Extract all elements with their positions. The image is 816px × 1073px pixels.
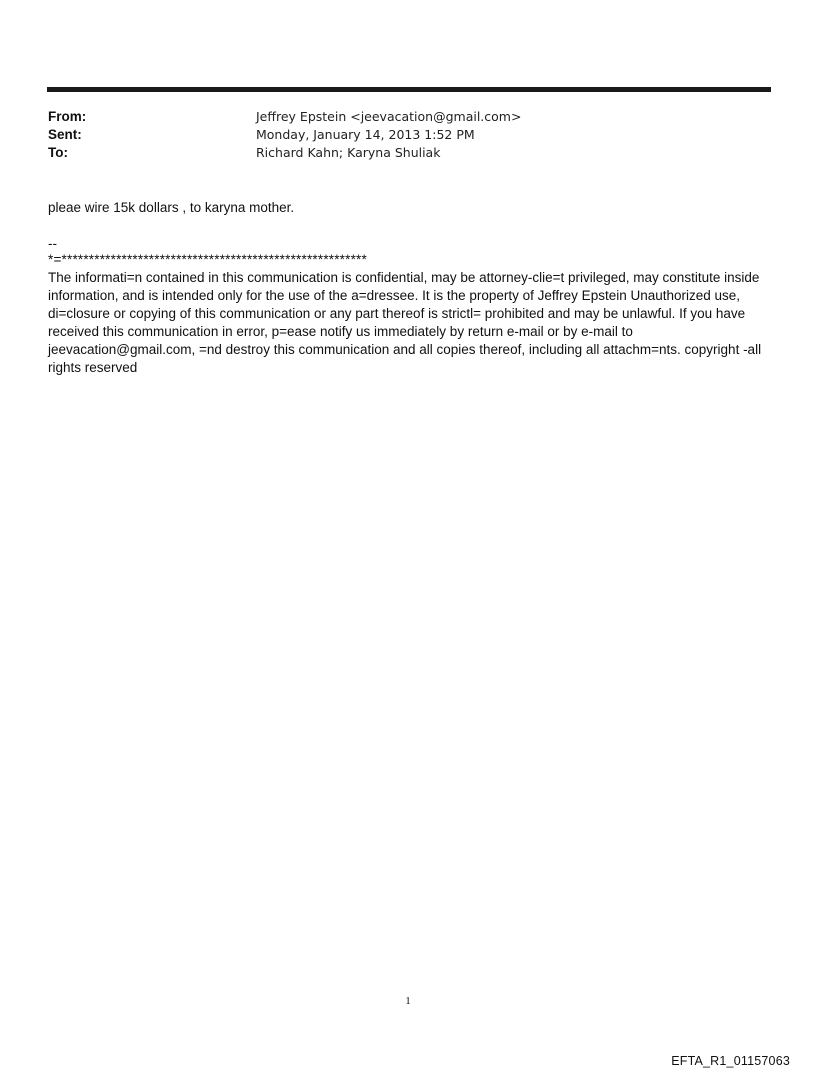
email-header <box>48 108 768 162</box>
sent-row <box>48 126 768 144</box>
header-divider <box>47 87 771 92</box>
from-label: From: <box>48 109 87 124</box>
sent-value: Monday, January 14, 2013 1:52 PM <box>256 127 475 142</box>
confidentiality-disclaimer: The informati=n contained in this communication is confidential, may be attorney-clie=t privileged, may constitute inside information, and is intended only for the use of the a=dressee. It is the property of Jeffrey Epstein Unauthorized use, di=closure or copying of this communication or any part thereof is strictl= prohibited and may be unlawful. If you have received this communication in error, p=ease notify us immediately by return e-mail or by e-mail to jeevacation@gmail.com, =nd destroy this communication and all copies thereof, including all attachm=nts. copyright -all rights reserved <box>48 270 762 375</box>
from-value: Jeffrey Epstein <jeevacation@gmail.com> <box>256 109 522 124</box>
page-number: 1 <box>405 995 411 1007</box>
to-row <box>48 144 768 162</box>
bates-number: EFTA_R1_01157063 <box>671 1054 790 1068</box>
message-body: pleae wire 15k dollars , to karyna mother. <box>48 200 295 215</box>
to-value: Richard Kahn; Karyna Shuliak <box>256 145 441 160</box>
sent-label: Sent: <box>48 127 82 142</box>
signature-separator: -- <box>48 236 57 251</box>
to-label: To: <box>48 145 68 160</box>
asterisk-line: *=******************************************************** <box>48 252 367 267</box>
from-row <box>48 108 768 126</box>
